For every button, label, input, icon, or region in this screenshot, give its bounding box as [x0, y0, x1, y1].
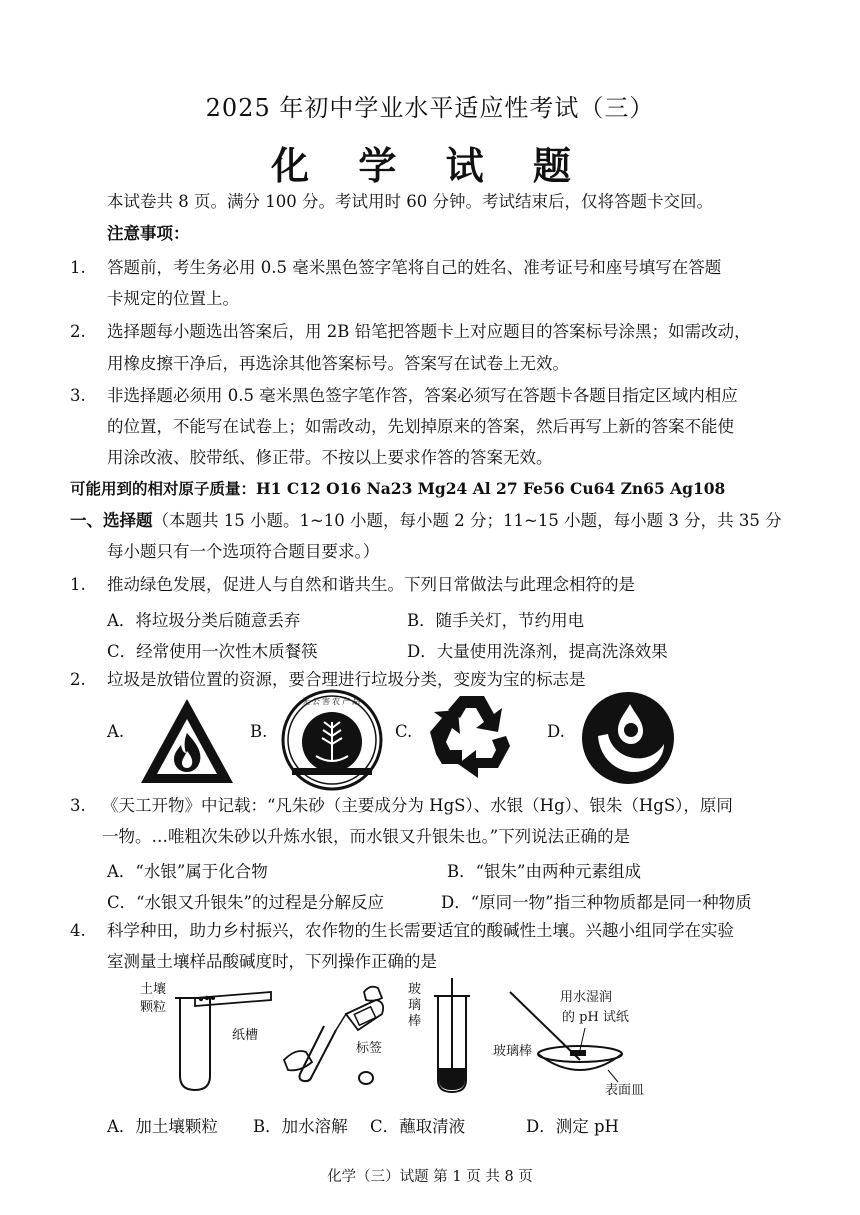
q2-option-b: B.: [250, 722, 268, 741]
label-dish: 表面皿: [605, 1083, 645, 1098]
q1-option-b: B．随手关灯，节约用电: [407, 611, 585, 630]
label-tag: 标签: [356, 1041, 383, 1056]
label-ph-paper-2: 的 pH 试纸: [562, 1010, 629, 1025]
q3-option-d: D．“原同一物”指三种物质都是同一种物质: [441, 893, 752, 912]
notice-1-line-1: 答题前，考生务必用 0.5 毫米黑色签字笔将自己的姓名、准考证号和座号填写在答题: [107, 258, 722, 277]
atomic-masses: 可能用到的相对原子质量：H1 C12 O16 Na23 Mg24 Al 27 Fe56 Cu64 Zn65 Ag108: [70, 479, 726, 498]
q1-option-a: A．将垃圾分类后随意丢弃: [107, 611, 301, 630]
q4-stem-line-2: 室测量土壤样品酸碱度时，下列操作正确的是: [107, 952, 437, 971]
q3-option-c: C．“水银又升银朱”的过程是分解反应: [107, 893, 384, 912]
notice-1-line-2: 卡规定的位置上。: [107, 289, 239, 308]
q2-option-a: A.: [107, 722, 125, 741]
section-1-header: [70, 511, 782, 531]
notice-3-line-3: 用涂改液、胶带纸、修正带。不按以上要求作答的答案无效。: [107, 448, 553, 467]
q2-option-d: D.: [547, 722, 565, 741]
notice-3-number: 3.: [70, 386, 86, 405]
exam-title: 2025 年初中学业水平适应性考试（三）: [205, 94, 655, 122]
label-soil-line-2: 颗粒: [140, 1000, 167, 1015]
label-rod-c-1: 玻: [408, 982, 422, 997]
label-rod-c-2: 璃: [408, 998, 422, 1013]
page-footer: 化学（三）试题 第 1 页 共 8 页: [327, 1169, 533, 1185]
label-ph-paper-1: 用水湿润: [560, 990, 613, 1005]
q4-option-a: A．加土壤颗粒: [107, 1117, 218, 1136]
flammable-warning-icon: [138, 695, 236, 787]
notice-1-number: 1.: [70, 258, 86, 277]
q4-option-b: B．加水溶解: [253, 1117, 348, 1136]
exam-intro: 本试卷共 8 页。满分 100 分。考试用时 60 分钟。考试结束后，仅将答题卡交回。: [107, 192, 713, 211]
label-rod-c-3: 棒: [408, 1014, 422, 1029]
pollution-free-agricultural-product-seal-icon: [280, 688, 384, 792]
seal-text: 无公害农产品: [302, 697, 362, 706]
notice-2-line-1: 选择题每小题选出答案后，用 2B 铅笔把答题卡上对应题目的答案标号涂黑；如需改动，: [107, 322, 751, 341]
label-rod-d: 玻璃棒: [493, 1044, 533, 1059]
notice-heading: 注意事项：: [107, 224, 190, 243]
section-1-heading: 一、选择题: [70, 511, 153, 530]
q4-option-d: D．测定 pH: [526, 1117, 619, 1136]
q4-option-c: C．蘸取清液: [370, 1117, 466, 1136]
q3-stem-line-1: 《天工开物》中记载：“凡朱砂（主要成分为 HgS）、水银（Hg）、银朱（HgS），原同: [102, 796, 733, 815]
q3-stem-line-2: 一物。…唯粗次朱砂以升炼水银，而水银又升银朱也。”下列说法正确的是: [102, 827, 631, 846]
q3-option-a: A．“水银”属于化合物: [107, 862, 268, 881]
recycling-icon: [422, 688, 522, 788]
label-paper-trough: 纸槽: [232, 1028, 259, 1043]
notice-3-line-1: 非选择题必须用 0.5 毫米黑色签字笔作答，答案必须写在答题卡各题目指定区域内相应: [107, 386, 738, 405]
label-soil-line-1: 土壤: [140, 982, 167, 997]
section-1-desc-1: （本题共 15 小题。1~10 小题，每小题 2 分；11~15 小题，每小题 3 分，共 35 分: [152, 511, 782, 530]
q2-stem: 垃圾是放错位置的资源，要合理进行垃圾分类，变废为宝的标志是: [107, 670, 586, 689]
q2-number: 2.: [70, 670, 86, 689]
q3-number: 3.: [70, 796, 86, 815]
q1-option-c: C．经常使用一次性木质餐筷: [107, 642, 318, 661]
q2-option-c: C.: [395, 722, 413, 741]
subject-title: 化 学 试 题: [271, 143, 589, 188]
notice-2-line-2: 用橡皮擦干净后，再选涂其他答案标号。答案写在试卷上无效。: [107, 354, 569, 373]
q1-stem: 推动绿色发展，促进人与自然和谐共生。下列日常做法与此理念相符的是: [107, 575, 635, 594]
q3-option-b: B．“银朱”由两种元素组成: [447, 862, 641, 881]
q4-number: 4.: [70, 921, 86, 940]
water-saving-icon: [578, 688, 678, 788]
q4-stem-line-1: 科学种田，助力乡村振兴，农作物的生长需要适宜的酸碱性土壤。兴趣小组同学在实验: [107, 921, 734, 940]
notice-3-line-2: 的位置，不能写在试卷上；如需改动，先划掉原来的答案，然后再写上新的答案不能使: [107, 417, 734, 436]
q1-number: 1.: [70, 575, 86, 594]
q1-option-d: D．大量使用洗涤剂，提高洗涤效果: [407, 642, 668, 661]
notice-2-number: 2.: [70, 322, 86, 341]
figure-c-dip-liquid: [418, 976, 488, 1096]
section-1-desc-2: 每小题只有一个选项符合题目要求。）: [107, 542, 380, 561]
